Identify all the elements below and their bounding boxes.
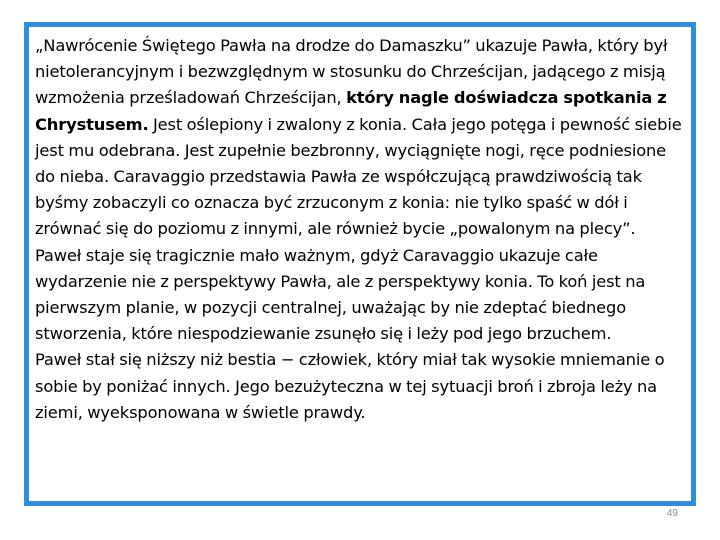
paragraph-1-intro: „Nawrócenie Świętego Pawła na drodze do Damaszku” ukazuje Pawła, który był nietolerancyjnym i bezwzględnym w stosunku do Chrześcijan, jadącego z misją wzmożenia prześladowań Chrześcijan, [35,36,668,108]
text-box [24,22,696,506]
paragraph-1-rest: Jest oślepiony i zwalony z konia. Cała jego potęga i pewność siebie jest mu odebrana. Jest zupełnie bezbronny, wyciągnięte nogi, ręce podniesione do nieba. Caravaggio przedstawia Pawła ze współczującą prawdziwością tak byśmy zobaczyli co oznacza być zrzuconym z konia: nie tylko spaść w dół i zrównać się do poziomu z innymi, ale również bycie „powalonym na plecy”. Paweł staje się tragicznie mało ważnym, gdyż Caravaggio ukazuje całe wydarzenie nie z perspektywy Pawła, ale z perspektywy konia. To koń jest na pierwszym planie, w pozycji centralnej, uważając by nie zdeptać biednego stworzenia, które niespodziewanie zsunęło się i leży pod jego brzuchem. [35,114,682,344]
paragraph-1 [35,33,683,347]
paragraph-1-bold-sentence: który nagle doświadcza spotkania z Chrystusem. [35,88,667,134]
paragraph-2: Paweł stał się niższy niż bestia − człowiek, który miał tak wysokie mniemanie o sobie by poniżać innych. Jego bezużyteczna w tej sytuacji broń i zbroja leży na ziemi, wyeksponowana w świetle prawdy. [35,350,665,422]
slide-number: 49 [666,508,678,519]
